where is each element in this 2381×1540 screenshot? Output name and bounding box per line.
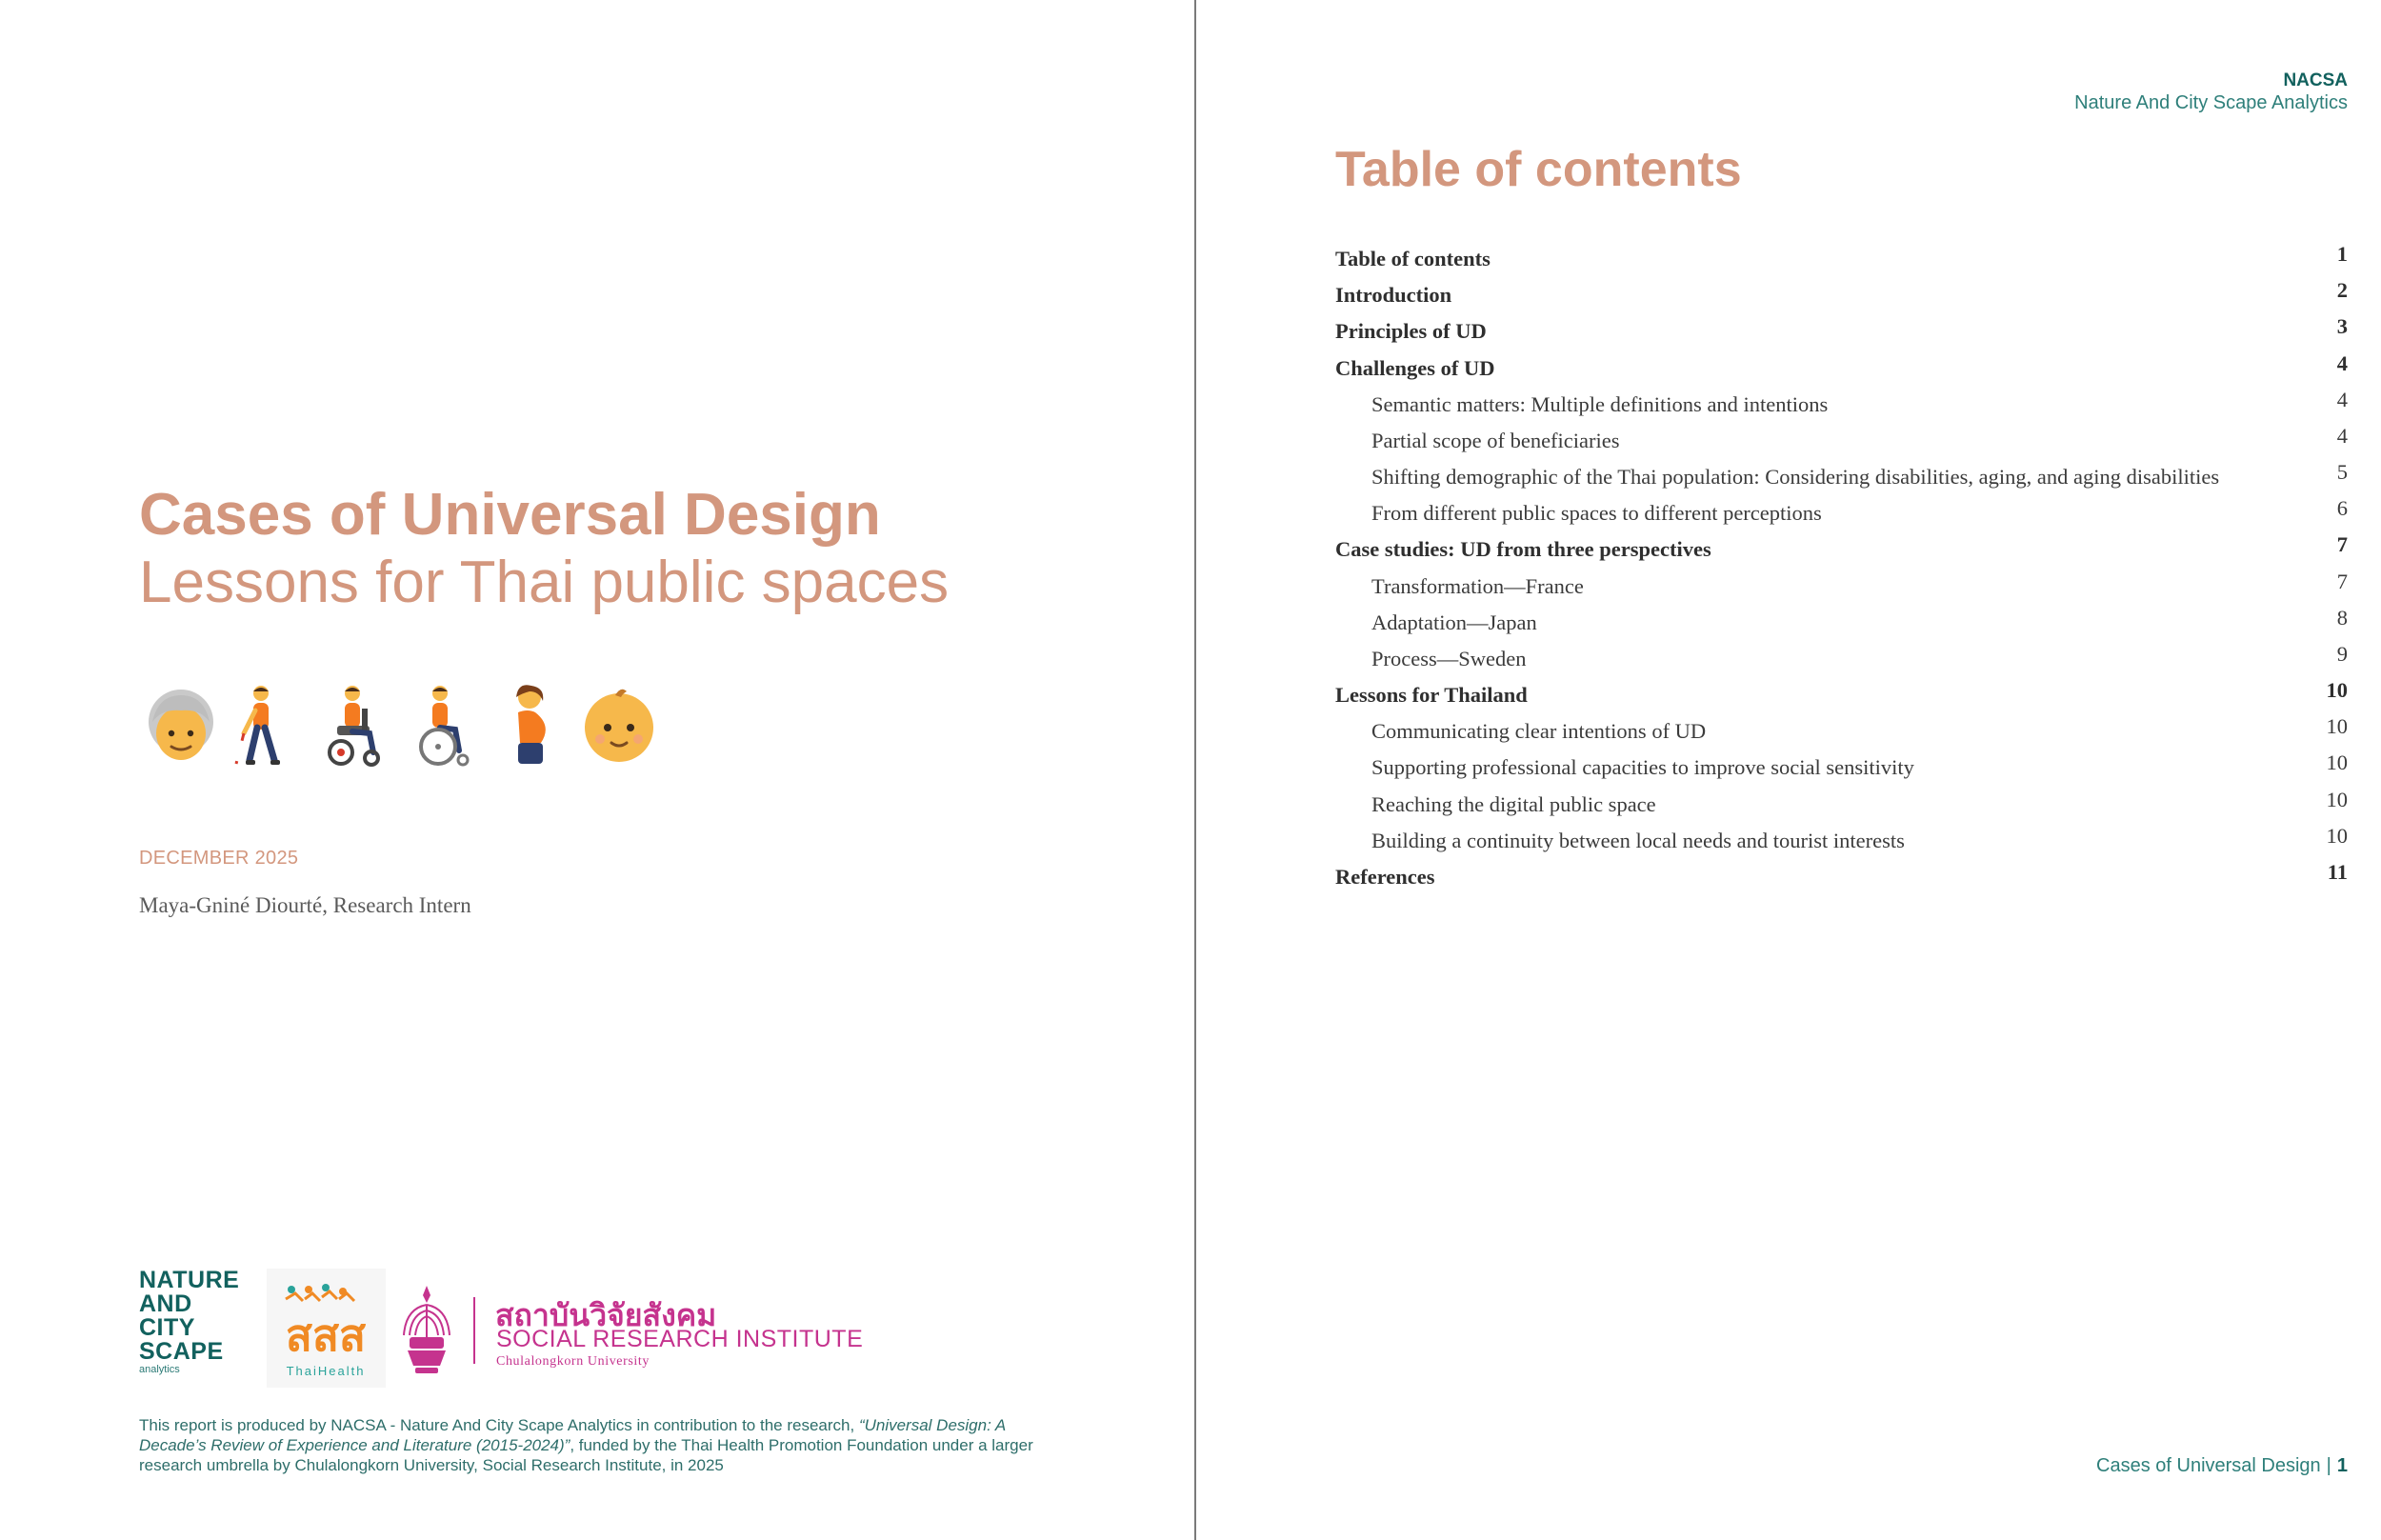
thaihealth-logo-thai: สสส	[285, 1310, 367, 1361]
thaihealth-logo-graphic	[267, 1269, 386, 1388]
toc-entry-page: 9	[2336, 641, 2348, 666]
toc-entry-title: Table of contents	[1335, 247, 1491, 270]
toc-entry-page: 11	[2327, 860, 2348, 884]
nacsa-logo	[139, 1269, 257, 1387]
toc-entry-page: 10	[2326, 823, 2348, 848]
toc-entry-page: 3	[2336, 314, 2348, 339]
toc-entry-page: 4	[2336, 350, 2348, 375]
toc-entry-title: References	[1335, 865, 1435, 889]
toc-entry[interactable]	[1335, 605, 2348, 638]
nacsa-logo-line-3: CITY	[139, 1314, 195, 1341]
toc-heading: Table of contents	[1335, 142, 1742, 197]
credit-note-part-2: , funded by the Thai Health Promotion Foundation under a larger research umbrella by Chulalongkorn University, Social Research Institute, in 2025	[139, 1436, 1033, 1474]
toc-entry[interactable]	[1335, 423, 2348, 456]
older-person-icon	[139, 684, 223, 768]
toc-entry-title: Process—Sweden	[1371, 646, 1527, 670]
toc-entry[interactable]	[1335, 641, 2348, 674]
header-tagline: Nature And City Scape Analytics	[2074, 92, 2348, 113]
toc-entry-page: 1	[2336, 242, 2348, 266]
sri-logo-thai-text: สถาบันวิจัยสังคม	[495, 1298, 717, 1332]
nacsa-logo-line-1: NATURE	[139, 1267, 240, 1293]
footer-doc-title: Cases of Universal Design	[2096, 1455, 2321, 1476]
toc-entry[interactable]	[1335, 387, 2348, 420]
toc-entry-title: Challenges of UD	[1335, 355, 1495, 380]
toc-entry-title: Partial scope of beneficiaries	[1371, 428, 1620, 452]
nacsa-logo-line-2: AND	[139, 1290, 192, 1317]
toc-entry-title: Building a continuity between local needs and tourist interests	[1371, 828, 1905, 852]
cover-title: Cases of Universal Design	[139, 482, 881, 548]
sri-logo-divider	[473, 1297, 475, 1364]
toc-entry-page: 4	[2336, 387, 2348, 411]
toc-page	[1196, 0, 2381, 1540]
thaihealth-logo	[267, 1269, 386, 1388]
report-date: DECEMBER 2025	[139, 848, 299, 869]
toc-entry[interactable]	[1335, 680, 2348, 710]
toc-entry-page: 4	[2336, 423, 2348, 448]
toc-entry[interactable]	[1335, 716, 2348, 747]
toc-entry-title: Shifting demographic of the Thai population: Considering disabilities, aging, and aging disabilities	[1371, 465, 2220, 490]
sri-logo-english-text: SOCIAL RESEARCH INSTITUTE	[496, 1326, 864, 1352]
footer-separator: |	[2326, 1455, 2331, 1476]
toc-entry[interactable]	[1335, 823, 2348, 856]
credit-note-part-1: This report is produced by NACSA - Nature And City Scape Analytics in contribution to the research,	[139, 1416, 859, 1434]
toc-entry[interactable]	[1335, 462, 2348, 492]
toc-entry-page: 8	[2336, 605, 2348, 630]
toc-entry-title: Transformation—France	[1371, 573, 1584, 598]
toc-entry-title: Lessons for Thailand	[1335, 683, 1528, 708]
toc-entry[interactable]	[1335, 571, 2348, 602]
toc-entry-title: Introduction	[1335, 283, 1452, 308]
sri-logo-university-text: Chulalongkorn University	[496, 1354, 650, 1369]
report-author: Maya-Gniné Diourté, Research Intern	[139, 893, 471, 917]
toc-entry[interactable]	[1335, 316, 2348, 347]
header-brand: NACSA	[2283, 70, 2348, 90]
person-in-manual-wheelchair-icon	[411, 684, 476, 768]
thaihealth-logo-en: ThaiHealth	[286, 1364, 366, 1378]
person-in-motorized-wheelchair-icon	[324, 684, 389, 768]
toc-entry-page: 7	[2336, 532, 2348, 557]
page-footer	[2096, 1455, 2348, 1477]
toc-entry[interactable]	[1335, 280, 2348, 310]
toc-entry-title: Communicating clear intentions of UD	[1371, 719, 1707, 744]
toc-entry-page: 7	[2336, 569, 2348, 593]
toc-entry[interactable]	[1335, 498, 2348, 529]
toc-entry-title: Supporting professional capacities to improve social sensitivity	[1371, 755, 1914, 780]
toc-entry-title: From different public spaces to different perceptions	[1371, 501, 1822, 526]
toc-entry-page: 5	[2336, 460, 2348, 485]
baby-icon	[577, 684, 661, 768]
credit-note-research-title: “Universal Design: A Decade’s Review of Experience and Literature (2015-2024)”	[139, 1416, 1006, 1454]
cover-subtitle: Lessons for Thai public spaces	[139, 550, 950, 615]
nacsa-logo-line-4: SCAPE	[139, 1338, 224, 1365]
report-credit-note	[139, 1415, 1072, 1475]
toc-entry-page: 6	[2336, 496, 2348, 521]
toc-entry-title: Case studies: UD from three perspectives	[1335, 537, 1711, 562]
toc-entry[interactable]	[1335, 787, 2348, 820]
toc-list	[1335, 244, 2348, 898]
chulalongkorn-emblem-icon	[396, 1282, 458, 1377]
person-with-white-cane-icon	[234, 684, 291, 768]
footer-page-number: 1	[2336, 1455, 2348, 1476]
toc-entry-page: 2	[2336, 278, 2348, 303]
toc-entry-page: 10	[2326, 750, 2348, 775]
toc-entry-title: Reaching the digital public space	[1371, 791, 1656, 816]
toc-entry[interactable]	[1335, 350, 2348, 384]
toc-entry-page: 10	[2326, 714, 2348, 739]
toc-entry[interactable]	[1335, 244, 2348, 274]
toc-entry[interactable]	[1335, 534, 2348, 565]
toc-entry-title: Principles of UD	[1335, 319, 1487, 344]
toc-entry-title: Adaptation—Japan	[1371, 610, 1537, 634]
toc-entry[interactable]	[1335, 862, 2348, 892]
nacsa-logo-subtext: analytics	[139, 1364, 180, 1375]
toc-entry-page: 10	[2326, 787, 2348, 811]
pregnant-person-icon	[501, 684, 558, 768]
toc-entry-title: Semantic matters: Multiple definitions and intentions	[1371, 391, 1829, 416]
toc-entry-page: 10	[2326, 678, 2348, 703]
toc-entry[interactable]	[1335, 752, 2348, 783]
